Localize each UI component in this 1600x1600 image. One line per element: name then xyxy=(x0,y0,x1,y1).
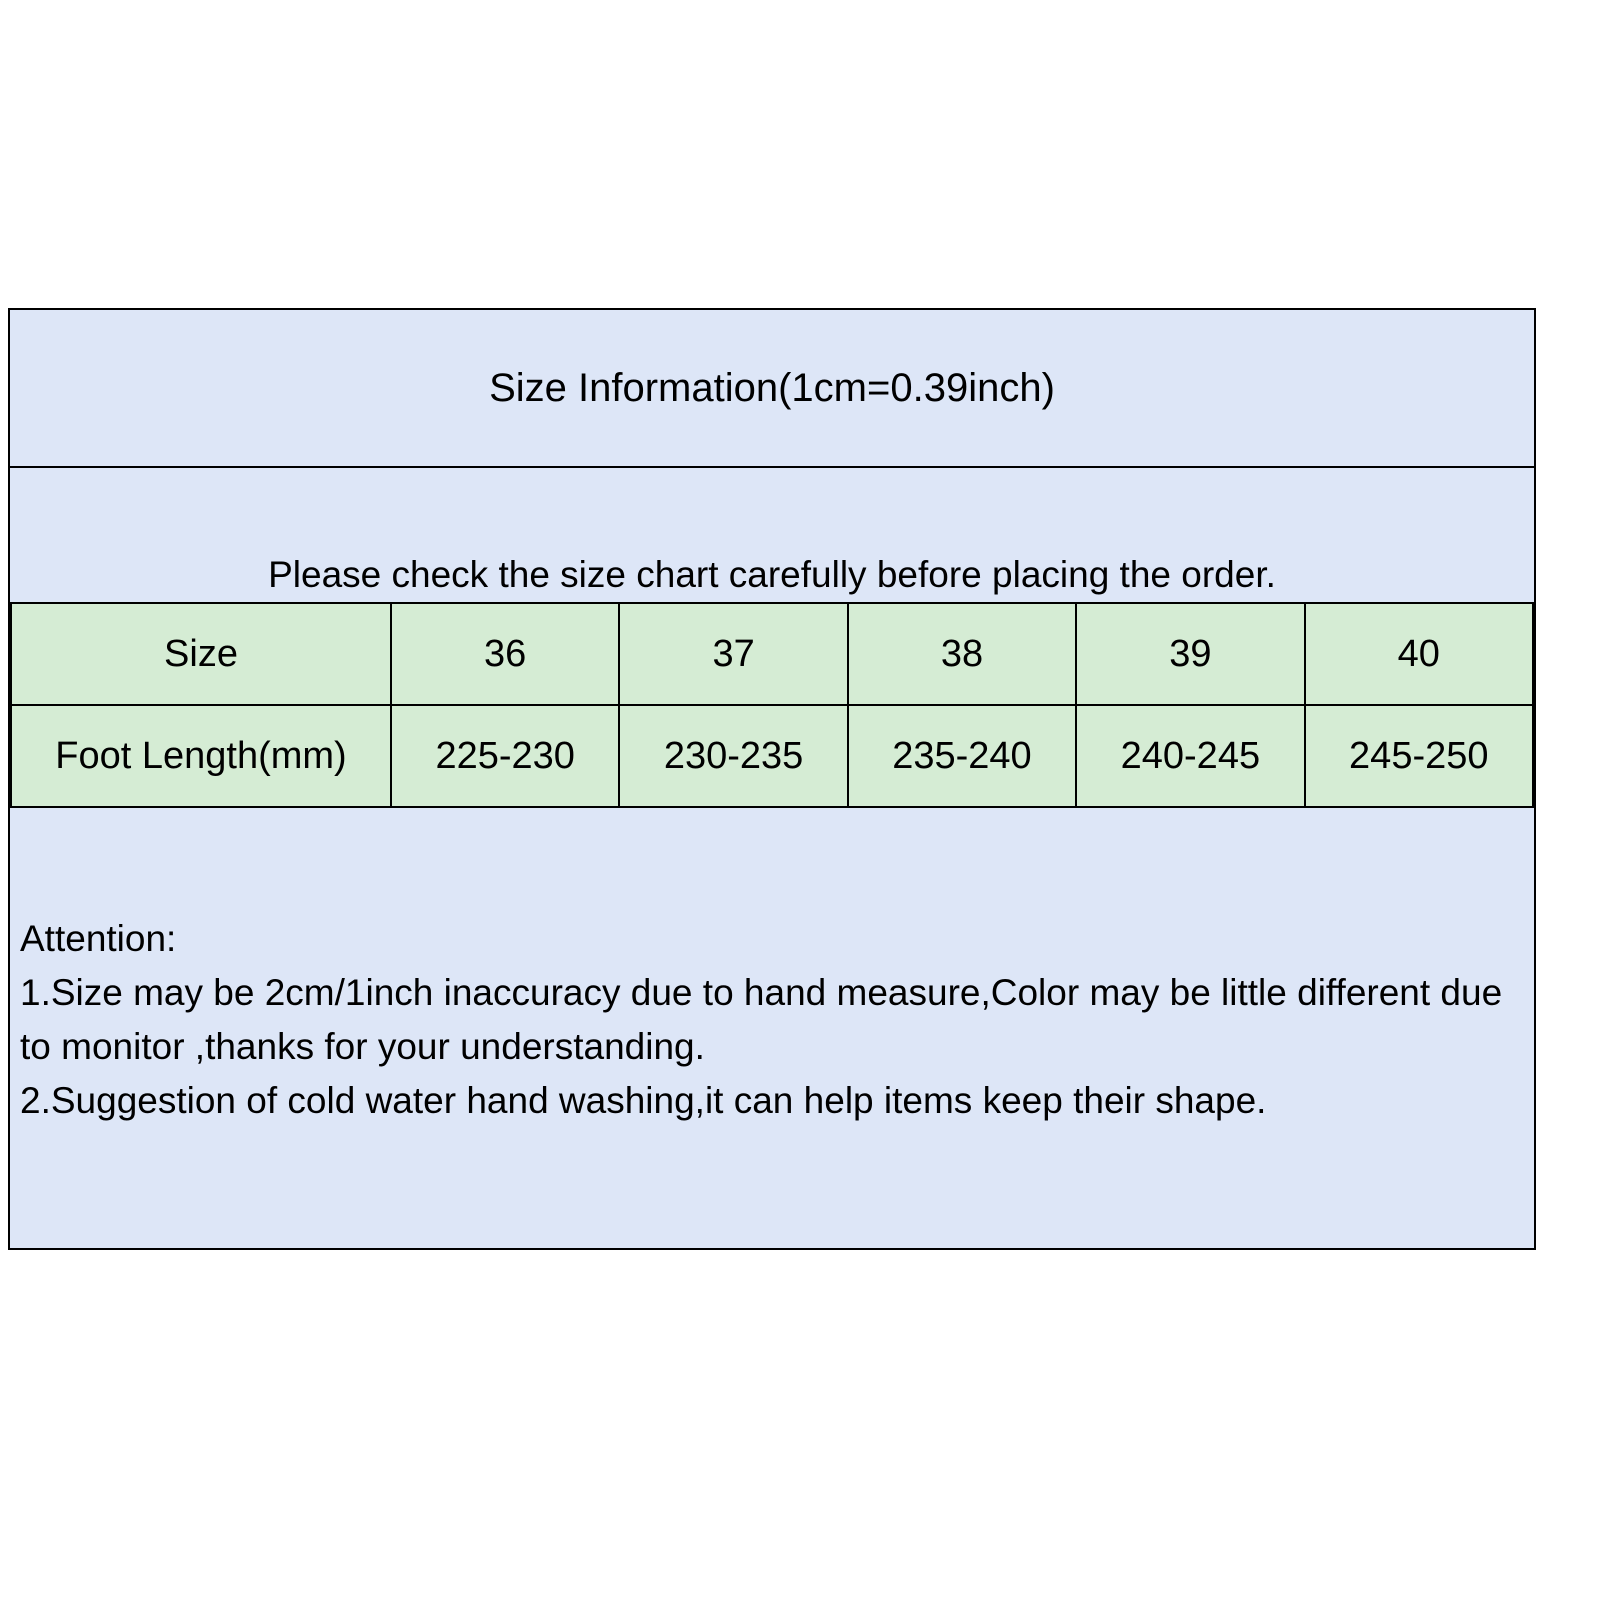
column-header-37: 37 xyxy=(619,603,847,705)
column-header-40: 40 xyxy=(1305,603,1533,705)
table-row xyxy=(11,705,1533,807)
cell-foot-length-38: 235-240 xyxy=(848,705,1076,807)
column-header-size: Size xyxy=(11,603,391,705)
size-chart-note: Please check the size chart carefully before placing the order. xyxy=(268,554,1276,595)
attention-line-2: 2.Suggestion of cold water hand washing,it can help items keep their shape. xyxy=(20,1080,1267,1121)
size-table xyxy=(10,602,1534,808)
cell-foot-length-36: 225-230 xyxy=(391,705,619,807)
cell-foot-length-40: 245-250 xyxy=(1305,705,1533,807)
cell-foot-length-37: 230-235 xyxy=(619,705,847,807)
table-row xyxy=(11,603,1533,705)
title-row xyxy=(10,310,1534,468)
attention-heading: Attention: xyxy=(20,918,177,959)
attention-line-1: 1.Size may be 2cm/1inch inaccuracy due to hand measure,Color may be little different due to monitor ,thanks for your understanding. xyxy=(20,972,1513,1067)
cell-foot-length-39: 240-245 xyxy=(1076,705,1304,807)
attention-block xyxy=(10,808,1534,1248)
page-title: Size Information(1cm=0.39inch) xyxy=(489,365,1055,410)
note-row xyxy=(10,468,1534,602)
size-information-card xyxy=(8,308,1536,1250)
row-label-foot-length: Foot Length(mm) xyxy=(11,705,391,807)
column-header-39: 39 xyxy=(1076,603,1304,705)
column-header-38: 38 xyxy=(848,603,1076,705)
column-header-36: 36 xyxy=(391,603,619,705)
